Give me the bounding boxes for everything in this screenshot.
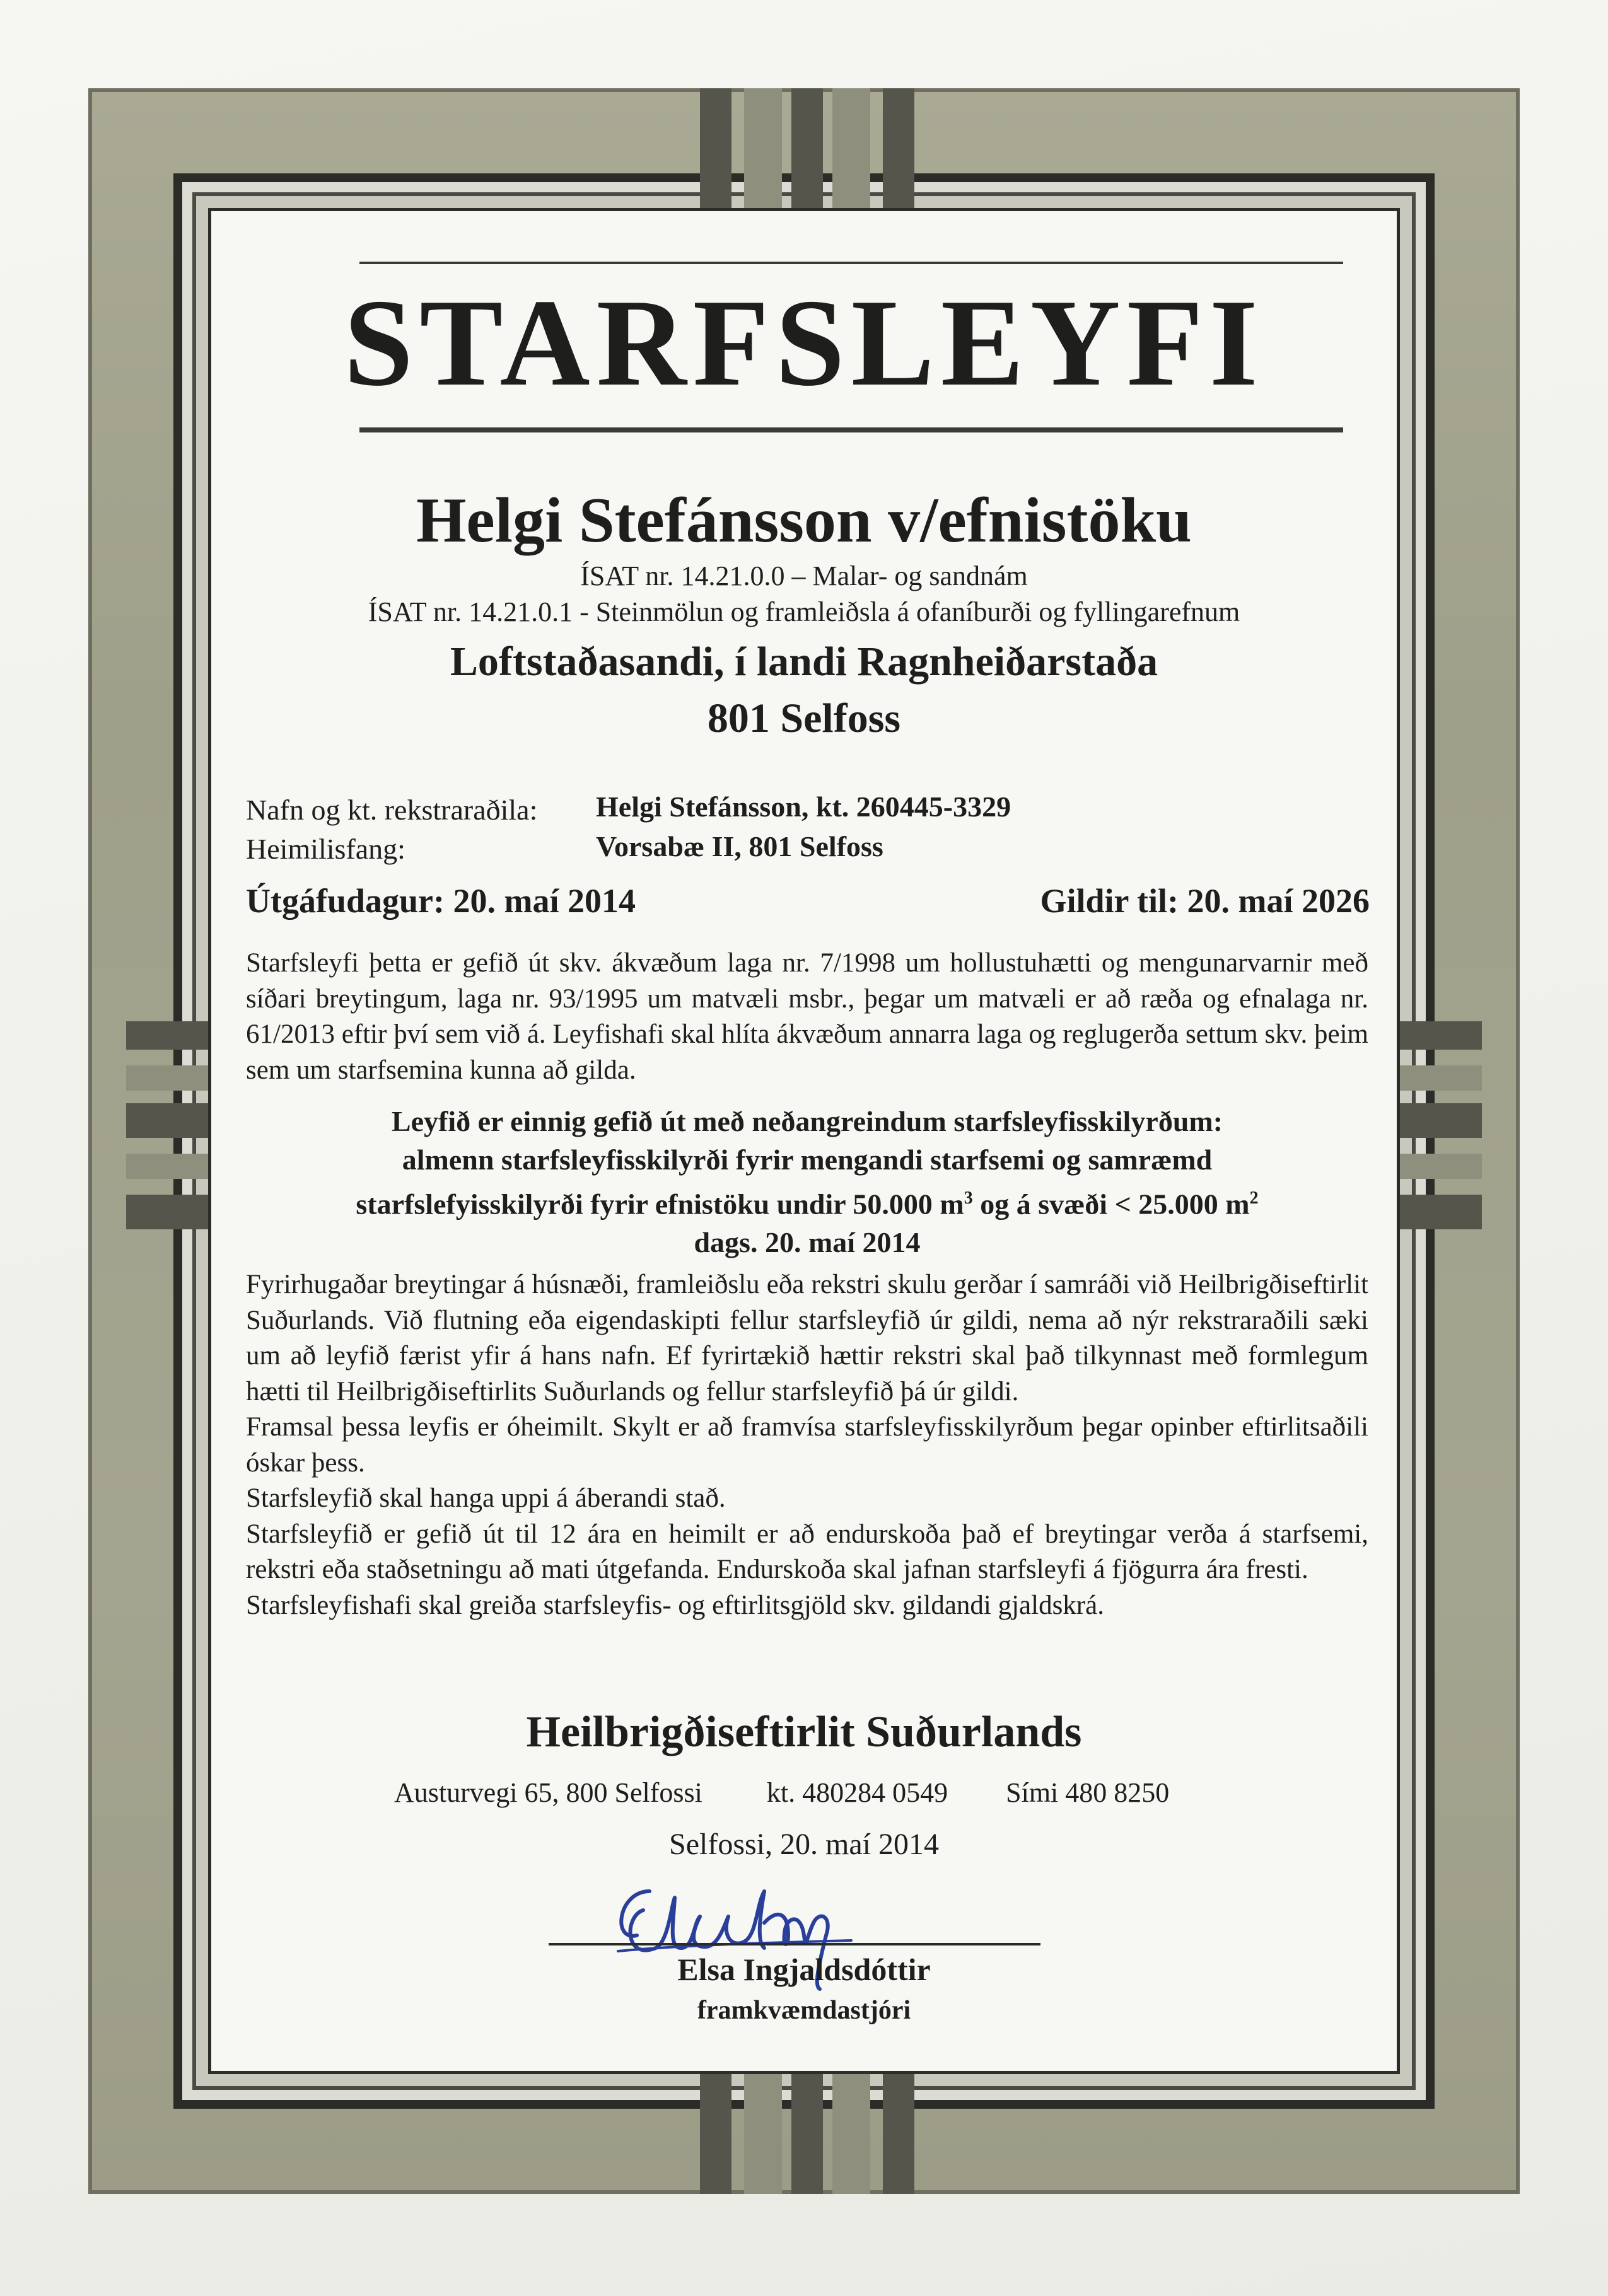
conditions-line-4: dags. 20. maí 2014	[694, 1226, 921, 1259]
isat-line-1: ÍSAT nr. 14.21.0.0 – Malar- og sandnám	[580, 560, 1028, 591]
body-paragraph-transfer: Framsal þessa leyfis er óheimilt. Skylt er að framvísa starfsleyfisskilyrðum þegar opinber eftirlitsaðili óskar þess.	[246, 1412, 1368, 1478]
location: Loftstaðasandi, í landi Ragnheiðarstaða	[450, 639, 1158, 685]
signer-name: Elsa Ingjaldsdóttir	[677, 1952, 931, 1987]
conditions-line-3	[246, 1179, 1368, 1223]
address-value: Vorsabæ II, 801 Selfoss	[596, 830, 883, 862]
signature-line	[549, 1943, 1040, 1945]
body-paragraph-changes: Fyrirhugaðar breytingar á húsnæði, framleiðslu eða rekstri skulu gerðar í samráði við Heilbrigðiseftirlit Suðurlands. Við flutning eða eigendaskipti fellur starfsleyfið úr gildi, nema að nýr rekstraraðili sæki um að leyfið færist yfir á hans nafn. Ef fyrirtækið hættir rekstri skal það tilkynnast með formlegum hætti til Heilbrigðiseftirlits Suðurlands og fellur starfsleyfið þá úr gildi.	[246, 1270, 1368, 1406]
body-paragraph-validity: Starfsleyfið er gefið út til 12 ára en heimilt er að endurskoða það ef breytingar verða á starfsemi, rekstri eða staðsetningu að mati útgefanda. Endurskoða skal jafnan starfsleyfi á fjögurra ára fresti.	[246, 1519, 1368, 1584]
issuer-address: Austurvegi 65, 800 Selfossi	[394, 1777, 702, 1808]
license-holder: Helgi Stefánsson v/efnistöku	[416, 485, 1192, 556]
issuer-kt: kt. 480284 0549	[766, 1777, 948, 1808]
issue-date: Útgáfudagur: 20. maí 2014	[246, 882, 636, 920]
body-paragraphs	[246, 1267, 1368, 1623]
document-title: STARFSLEYFI	[344, 274, 1264, 412]
operator-value: Helgi Stefánsson, kt. 260445-3329	[596, 791, 1011, 823]
conditions-line-3a: starfslefyisskilyrði fyrir efnistöku undir 50.000 m	[356, 1188, 964, 1220]
issuer-contact	[394, 1777, 1169, 1809]
signer-title: framkvæmdastjóri	[697, 1996, 911, 2025]
conditions-line-2: almenn starfsleyfisskilyrði fyrir mengandi starfsemi og samræmd	[402, 1144, 1213, 1176]
conditions-block	[246, 1102, 1368, 1261]
title-rule-bottom	[359, 427, 1343, 432]
intro-text: Starfsleyfi þetta er gefið út skv. ákvæðum laga nr. 7/1998 um hollustuhætti og mengunarvarnir með síðari breytingum, laga nr. 93/1995 um matvæli msbr., þegar um matvæli er að ræða og efnalaga nr. 61/2013 eftir því sem við á. Leyfishafi skal hlíta ákvæðum annarra laga og reglugerða settum skv. þeim sem um starfsemina kunna að gilda.	[246, 948, 1368, 1085]
issuer-name: Heilbrigðiseftirlit Suðurlands	[526, 1708, 1082, 1756]
postal-code: 801 Selfoss	[707, 695, 901, 741]
isat-line-2: ÍSAT nr. 14.21.0.1 - Steinmölun og framleiðsla á ofaníburði og fyllingarefnum	[368, 596, 1240, 627]
conditions-line-1: Leyfið er einnig gefið út með neðangreindum starfsleyfisskilyrðum:	[391, 1105, 1223, 1137]
body-paragraph-fees: Starfsleyfishafi skal greiða starfsleyfis- og eftirlitsgjöld skv. gildandi gjaldskrá.	[246, 1590, 1104, 1620]
cubic-superscript: 3	[964, 1188, 973, 1208]
body-paragraph-display: Starfsleyfið skal hanga uppi á áberandi stað.	[246, 1483, 726, 1513]
title-rule-top	[359, 262, 1343, 264]
valid-until: Gildir til: 20. maí 2026	[1040, 882, 1370, 920]
issuer-phone: Sími 480 8250	[1006, 1777, 1170, 1808]
address-label: Heimilisfang:	[246, 833, 405, 865]
intro-paragraph	[246, 946, 1368, 1088]
square-superscript: 2	[1249, 1188, 1259, 1208]
conditions-line-3b: og á svæði < 25.000 m	[972, 1188, 1250, 1220]
place-and-date: Selfossi, 20. maí 2014	[669, 1828, 939, 1861]
operator-label: Nafn og kt. rekstraraðila:	[246, 794, 538, 826]
